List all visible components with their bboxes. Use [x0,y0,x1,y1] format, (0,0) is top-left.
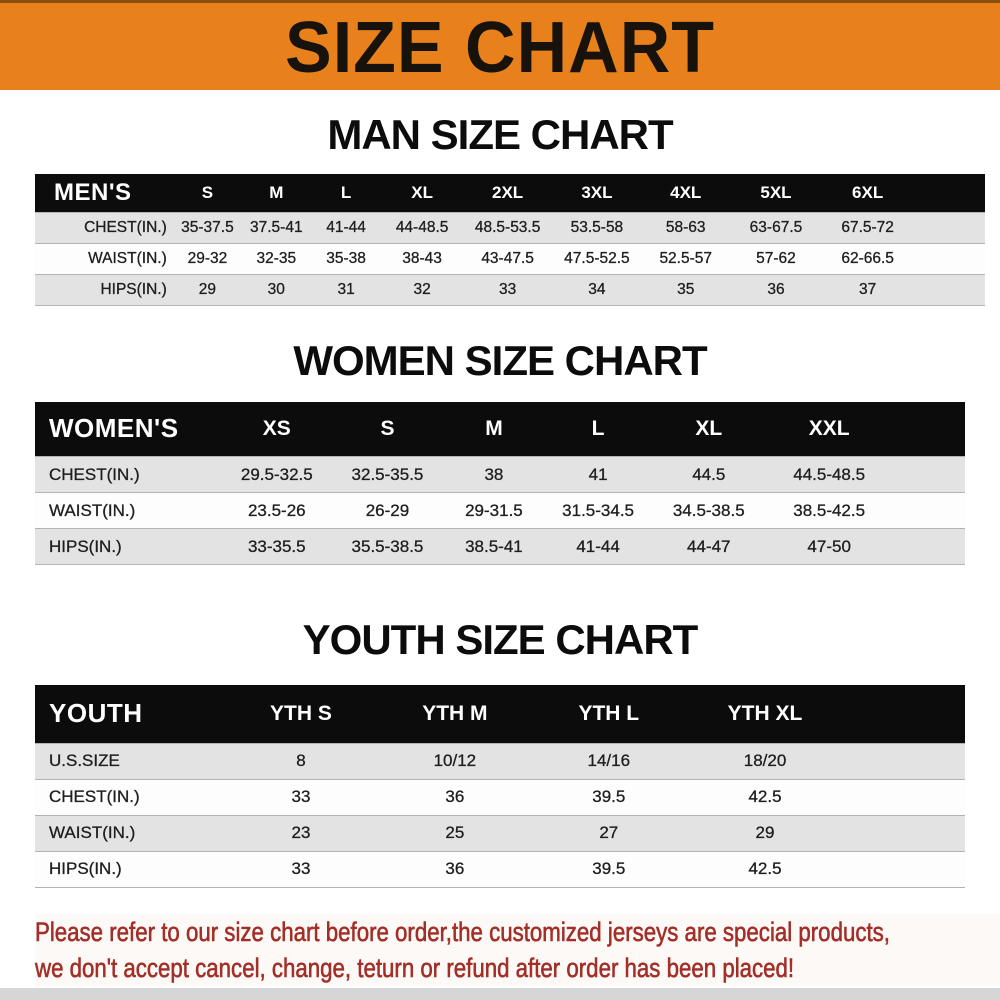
size-cell: 31.5-34.5 [546,493,651,529]
size-cell: 47-50 [767,529,892,565]
size-cell: 44-47 [651,529,767,565]
spacer-cell [914,174,985,212]
size-cell: 29.5-32.5 [221,457,333,493]
size-cell: 32-35 [242,243,310,274]
women-section-title: WOMEN SIZE CHART [293,336,707,384]
row-label: CHEST(IN.) [35,212,173,243]
footer-line-1: Please refer to our size chart before order,the customized jerseys are special products, [35,916,890,947]
youth-size-table [35,685,965,888]
size-cell: 30 [242,274,310,305]
men-waist-row [35,243,985,274]
size-cell: 44.5-48.5 [767,457,892,493]
size-cell: 39.5 [532,851,686,887]
size-cell: 35-38 [310,243,381,274]
men-col-header: L [310,174,381,212]
men-col-header: XL [382,174,463,212]
size-cell: 32.5-35.5 [333,457,443,493]
size-cell: 38.5-41 [442,529,545,565]
men-col-header: 5XL [730,174,821,212]
size-cell: 38.5-42.5 [767,493,892,529]
size-cell: 33 [224,779,378,815]
row-label: HIPS(IN.) [35,529,221,565]
women-col-header: XS [221,402,333,457]
women-hips-row [35,529,965,565]
women-col-header: M [442,402,545,457]
spacer-cell [914,274,985,305]
banner-title: SIZE CHART [285,5,715,88]
size-cell: 43-47.5 [462,243,552,274]
row-label: WAIST(IN.) [35,243,173,274]
size-cell: 37 [822,274,914,305]
size-cell: 41-44 [310,212,381,243]
women-header-label: WOMEN'S [35,402,221,457]
size-cell: 58-63 [641,212,730,243]
size-cell: 62-66.5 [822,243,914,274]
size-cell: 38-43 [382,243,463,274]
spacer-cell [844,815,965,851]
size-cell: 37.5-41 [242,212,310,243]
men-section-title: MAN SIZE CHART [327,111,673,158]
size-cell: 33-35.5 [221,529,333,565]
men-col-header: 2XL [462,174,552,212]
size-cell: 23 [224,815,378,851]
size-cell: 14/16 [532,743,686,779]
size-cell: 29 [686,815,844,851]
men-col-header: M [242,174,310,212]
men-header-row [35,174,985,212]
size-cell: 32 [382,274,463,305]
size-cell: 52.5-57 [641,243,730,274]
size-cell: 33 [462,274,552,305]
size-cell: 42.5 [686,851,844,887]
size-chart-banner [0,0,1000,90]
size-cell: 48.5-53.5 [462,212,552,243]
size-cell: 33 [224,851,378,887]
size-cell: 67.5-72 [822,212,914,243]
size-cell: 53.5-58 [553,212,641,243]
youth-col-header: YTH M [378,685,531,743]
women-header-row [35,402,965,457]
bottom-edge-strip [0,988,1000,1000]
youth-ussize-row [35,743,965,779]
size-cell: 29-31.5 [442,493,545,529]
youth-col-header: YTH XL [686,685,844,743]
youth-hips-row [35,851,965,887]
size-cell: 47.5-52.5 [553,243,641,274]
youth-section-title: YOUTH SIZE CHART [302,616,698,663]
men-chest-row [35,212,985,243]
spacer-cell [891,457,965,493]
size-cell: 31 [310,274,381,305]
men-col-header: 3XL [553,174,641,212]
men-hips-row [35,274,985,305]
footer-note [35,914,1000,986]
size-cell: 44.5 [651,457,767,493]
size-cell: 57-62 [730,243,821,274]
youth-col-header: YTH L [532,685,686,743]
youth-chest-row [35,779,965,815]
row-label: U.S.SIZE [35,743,224,779]
spacer-cell [891,529,965,565]
row-label: CHEST(IN.) [35,779,224,815]
women-col-header: L [546,402,651,457]
size-cell: 36 [378,779,531,815]
spacer-cell [891,402,965,457]
men-size-table [35,174,985,306]
size-cell: 8 [224,743,378,779]
size-cell: 38 [442,457,545,493]
women-col-header: S [333,402,443,457]
size-cell: 35-37.5 [173,212,242,243]
size-cell: 35.5-38.5 [333,529,443,565]
spacer-cell [891,493,965,529]
spacer-cell [914,212,985,243]
men-col-header: 6XL [822,174,914,212]
size-cell: 26-29 [333,493,443,529]
size-cell: 42.5 [686,779,844,815]
size-cell: 36 [378,851,531,887]
women-col-header: XL [651,402,767,457]
size-cell: 29-32 [173,243,242,274]
row-label: WAIST(IN.) [35,493,221,529]
size-cell: 23.5-26 [221,493,333,529]
row-label: CHEST(IN.) [35,457,221,493]
youth-col-header: YTH S [224,685,378,743]
spacer-cell [844,743,965,779]
size-cell: 27 [532,815,686,851]
row-label: HIPS(IN.) [35,274,173,305]
youth-header-row [35,685,965,743]
spacer-cell [844,851,965,887]
size-cell: 63-67.5 [730,212,821,243]
spacer-cell [844,685,965,743]
footer-line-2: we don't accept cancel, change, teturn or refund after order has been placed! [35,952,795,983]
size-cell: 29 [173,274,242,305]
women-col-header: XXL [767,402,892,457]
men-col-header: 4XL [641,174,730,212]
size-cell: 36 [730,274,821,305]
size-cell: 39.5 [532,779,686,815]
size-cell: 25 [378,815,531,851]
size-cell: 35 [641,274,730,305]
women-chest-row [35,457,965,493]
size-cell: 41-44 [546,529,651,565]
size-cell: 34.5-38.5 [651,493,767,529]
spacer-cell [914,243,985,274]
spacer-cell [844,779,965,815]
size-cell: 18/20 [686,743,844,779]
women-size-table [35,402,965,566]
row-label: HIPS(IN.) [35,851,224,887]
youth-header-label: YOUTH [35,685,224,743]
women-waist-row [35,493,965,529]
size-cell: 44-48.5 [382,212,463,243]
size-cell: 10/12 [378,743,531,779]
row-label: WAIST(IN.) [35,815,224,851]
size-cell: 34 [553,274,641,305]
size-cell: 41 [546,457,651,493]
men-header-label: MEN'S [35,174,173,212]
youth-waist-row [35,815,965,851]
men-col-header: S [173,174,242,212]
